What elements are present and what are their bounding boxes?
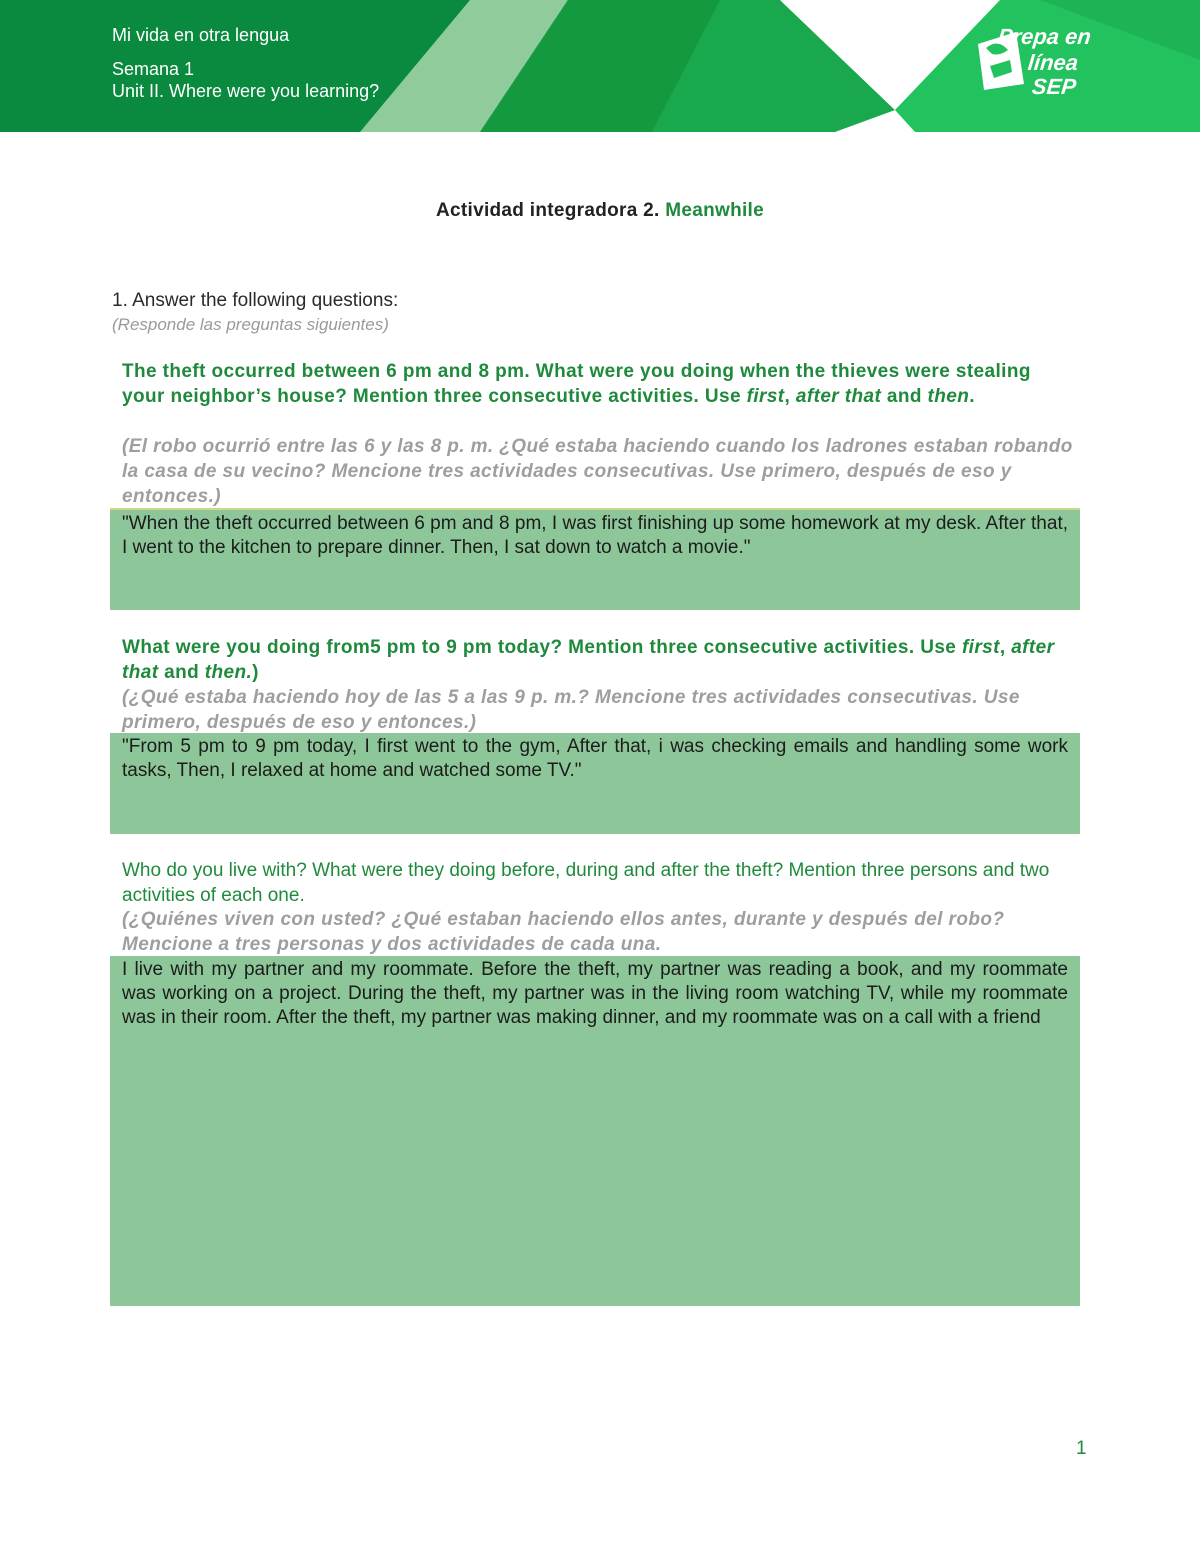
question-3: Who do you live with? What were they doing before, during and after the theft? Mention three persons and two activities of each one. xyxy=(122,860,1050,906)
logo-line-3: SEP xyxy=(1030,74,1078,99)
logo-line-1: Prepa en xyxy=(996,24,1093,49)
question-1-end: . xyxy=(969,386,975,407)
question-2-sep1: , xyxy=(999,637,1012,658)
answer-3-box[interactable]: I live with my partner and my roommate. Before the theft, my partner was reading a book, and my roommate was working on a project. During the theft, my partner was in the living room watching TV, while my roommate was in their room. After the theft, my partner was making dinner, and my roommate was on a call with a friend xyxy=(110,956,1080,1306)
page-title xyxy=(0,200,1200,222)
question-2 xyxy=(122,635,1072,685)
question-1-after: after that xyxy=(795,386,882,407)
title-accent: Meanwhile xyxy=(665,200,764,221)
question-2-after: after that xyxy=(122,637,1055,683)
question-1-sep1: , xyxy=(784,386,796,407)
question-3-translation: (¿Quiénes viven con usted? ¿Qué estaban haciendo ellos antes, durante y después del robo? Mencione a tres personas y dos actividades de cada una. xyxy=(122,909,1005,955)
question-2-first: first xyxy=(961,637,1000,658)
answer-2-box[interactable]: "From 5 pm to 9 pm today, I first went to the gym, After that, i was checking emails and handling some work tasks, Then, I relaxed at home and watched some TV." xyxy=(110,733,1080,834)
instruction-translation: (Responde las preguntas siguientes) xyxy=(112,315,389,334)
logo-line-2: línea xyxy=(1026,50,1080,75)
header-banner xyxy=(0,0,1200,132)
question-1-then: then xyxy=(927,386,970,407)
instruction: 1. Answer the following questions: xyxy=(112,290,399,311)
answer-1-box[interactable]: "When the theft occurred between 6 pm and 8 pm, I was first finishing up some homework at my desk. After that, I went to the kitchen to prepare dinner. Then, I sat down to watch a movie." xyxy=(110,508,1080,610)
course-name: Mi vida en otra lengua xyxy=(112,25,290,45)
question-1-first: first xyxy=(746,386,785,407)
question-2-sep2: and xyxy=(158,662,205,683)
page-number: 1 xyxy=(1076,1438,1087,1459)
prepa-en-linea-logo xyxy=(970,22,1100,112)
question-2-end: ) xyxy=(252,662,259,683)
question-1-text: The theft occurred between 6 pm and 8 pm. What were you doing when the thieves were stealing your neighbor’s house? Mention three consecutive activities. Use xyxy=(122,361,1031,407)
question-1-translation: (El robo ocurrió entre las 6 y las 8 p. m. ¿Qué estaba haciendo cuando los ladrones estaban robando la casa de su vecino? Mencione tres actividades consecutivas. Use primero, después de eso y entonces.) xyxy=(122,436,1073,507)
question-2-text: What were you doing from5 pm to 9 pm today? Mention three consecutive activities. Use xyxy=(122,637,962,658)
title-prefix: Actividad integradora 2. xyxy=(435,200,660,221)
unit-label: Unit II. Where were you learning? xyxy=(112,81,380,101)
week-label: Semana 1 xyxy=(112,59,195,79)
question-1-sep2: and xyxy=(881,386,928,407)
question-1 xyxy=(122,359,1072,409)
question-2-then: then. xyxy=(204,662,253,683)
question-2-translation: (¿Qué estaba haciendo hoy de las 5 a las 9 p. m.? Mencione tres actividades consecutivas. Use primero, después de eso y entonces.) xyxy=(122,687,1020,733)
